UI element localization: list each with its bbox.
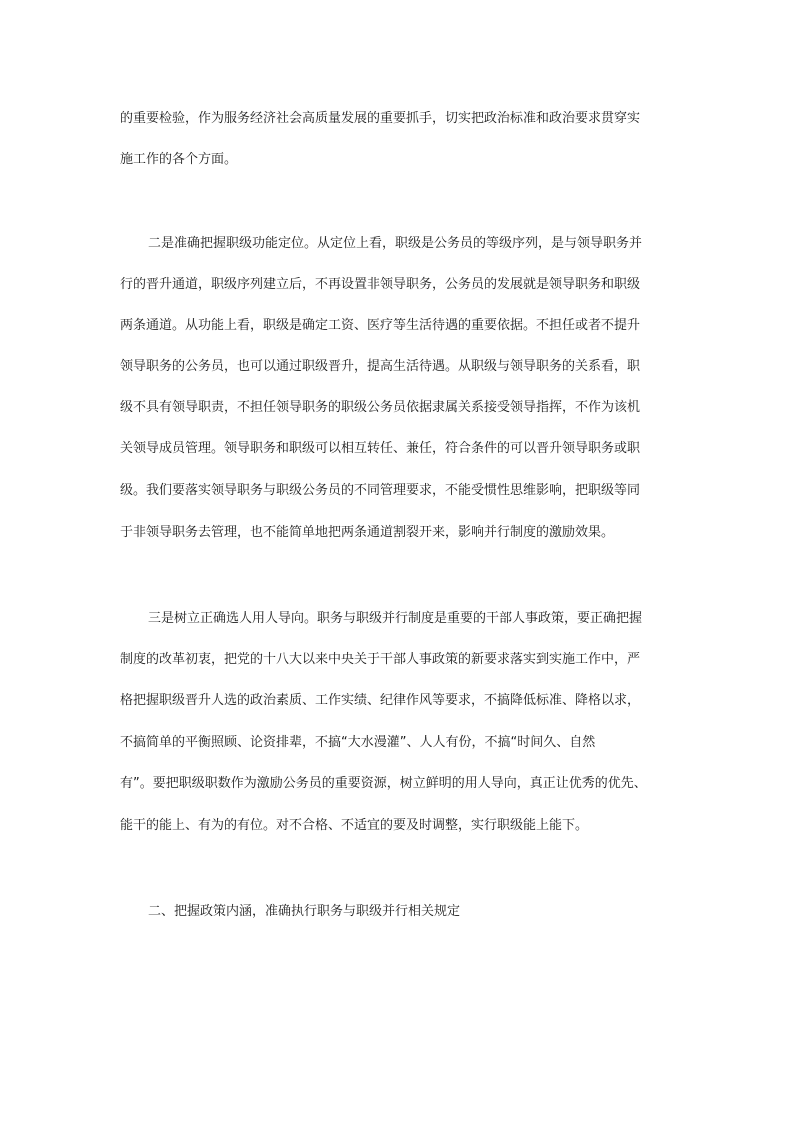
text-line: 不搞简单的平衡照顾、论资排辈，不搞“大水漫灌”、人人有份，不搞“时间久、自然 <box>120 735 596 750</box>
text-line: 二是准确把握职级功能定位。从定位上看，职级是公务员的等级序列，是与领导职务并 <box>148 236 643 251</box>
text-line: 于非领导职务去管理，也不能简单地把两条通道割裂开来，影响并行制度的激励效果。 <box>120 525 615 540</box>
text-line: 三是树立正确选人用人导向。职务与职级并行制度是重要的干部人事政策，要正确把握 <box>148 611 643 626</box>
text-line: 制度的改革初衷，把党的十八大以来中央关于干部人事政策的新要求落实到实施工作中，严 <box>120 652 641 667</box>
text-line: 领导职务的公务员，也可以通过职级晋升，提高生活待遇。从职级与领导职务的关系看，职 <box>120 359 641 374</box>
text-line: 能干的能上、有为的有位。对不合格、不适宜的要及时调整，实行职级能上能下。 <box>120 818 589 833</box>
text-line: 级不具有领导职责，不担任领导职务的职级公务员依据隶属关系接受领导指挥，不作为该机 <box>120 400 641 415</box>
text-line: 两条通道。从功能上看，职级是确定工资、医疗等生活待遇的重要依据。不担任或者不提升 <box>120 318 641 333</box>
text-line: 级。我们要落实领导职务与职级公务员的不同管理要求，不能受惯性思维影响，把职级等同 <box>120 483 641 498</box>
text-line: 关领导成员管理。领导职务和职级可以相互转任、兼任，符合条件的可以晋升领导职务或职 <box>120 441 641 456</box>
text-line: 的重要检验，作为服务经济社会高质量发展的重要抓手，切实把政治标准和政治要求贯穿实 <box>120 111 641 126</box>
text-line: 行的晋升通道，职级序列建立后，不再设置非领导职务，公务员的发展就是领导职务和职级 <box>120 277 641 292</box>
text-line: 有”。要把职级职数作为激励公务员的重要资源，树立鲜明的用人导向，真正让优秀的优先、 <box>120 776 647 791</box>
text-line: 施工作的各个方面。 <box>120 152 238 167</box>
heading-text: 二、把握政策内涵，准确执行职务与职级并行相关规定 <box>148 904 461 919</box>
text-line: 格把握职级晋升人选的政治素质、工作实绩、纪律作风等要求，不搞降低标准、降格以求， <box>120 693 641 708</box>
